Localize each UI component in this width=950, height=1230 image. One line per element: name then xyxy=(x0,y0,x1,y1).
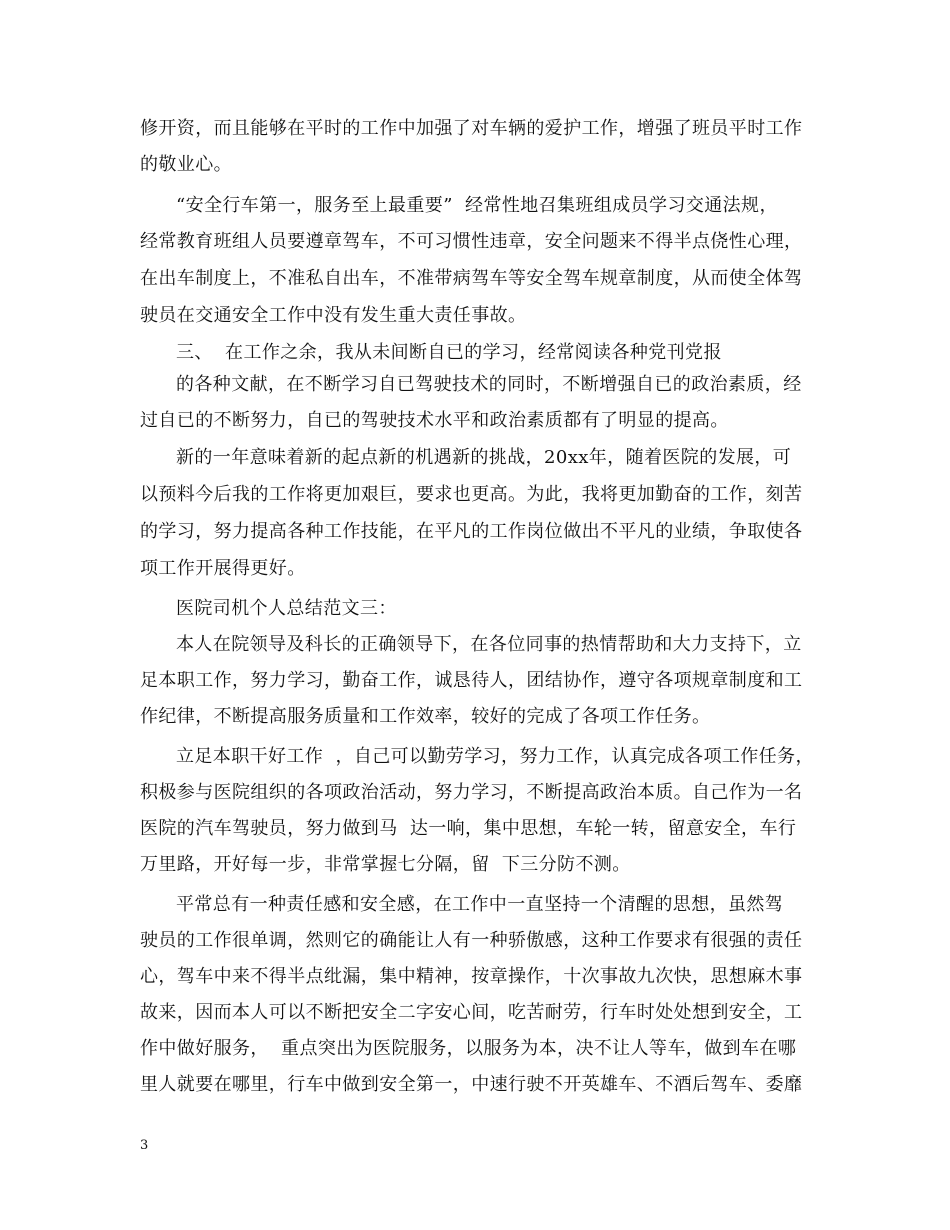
text-line: 三、 在工作之余，我从未间断自已的学习，经常阅读各种党刊党报 xyxy=(176,342,722,363)
text-line: 过自已的不断努力，自已的驾驶技术水平和政治素质都有了明显的提高。 xyxy=(140,410,729,431)
text-line: 在出车制度上，不准私自出车，不准带病驾车等安全驾车规章制度，从而使全体驾 xyxy=(140,268,803,289)
text-line: 本人在院领导及科长的正确领导下，在各位同事的热情帮助和大力支持下，立 xyxy=(176,634,802,655)
text-line: 驶员的工作很单调，然则它的确能让人有一种骄傲感，这种工作要求有很强的责任 xyxy=(140,930,803,951)
text-line: 的学习，努力提高各种工作技能，在平凡的工作岗位做出不平凡的业绩，争取使各 xyxy=(140,521,803,542)
text-line: 里人就要在哪里，行车中做到安全第一，中速行驶不开英雄车、不酒后驾车、委靡 xyxy=(140,1074,803,1095)
text-line: 积极参与医院组织的各项政治活动，努力学习，不断提高政治本质。自己作为一名 xyxy=(140,782,803,803)
text-line: 医院的汽车驾驶员，努力做到马 达一响，集中思想，车轮一转，留意安全，车行 xyxy=(140,818,797,839)
text-line: 项工作开展得更好。 xyxy=(140,558,306,579)
text-line: 经常教育班组人员要遵章驾车，不可习惯性违章，安全问题来不得半点侥性心理， xyxy=(140,231,803,252)
text-line: 万里路，开好每一步，非常掌握七分隔，留 下三分防不测。 xyxy=(140,854,631,875)
text-line: 心，驾车中来不得半点纰漏，集中精神，按章操作，十次事故九次快，思想麻木事 xyxy=(140,966,803,987)
text-line: 平常总有一种责任感和安全感，在工作中一直坚持一个清醒的思想，虽然驾 xyxy=(176,894,784,915)
text-line: 修开资，而且能够在平时的工作中加强了对车辆的爱护工作，增强了班员平时工作 xyxy=(140,118,803,139)
text-line: 作中做好服务， 重点突出为医院服务，以服务为本，决不让人等车，做到车在哪 xyxy=(140,1038,797,1059)
text-line: 立足本职干好工作 ，自己可以勤劳学习，努力工作，认真完成各项工作任务， xyxy=(176,746,814,767)
text-line: 的各种文献，在不断学习自已驾驶技术的同时，不断增强自已的政治素质，经 xyxy=(176,374,802,395)
page-number: 3 xyxy=(140,1138,149,1153)
text-line: “安全行车第一，服务至上最重要” 经常性地召集班组成员学习交通法规， xyxy=(176,195,778,216)
text-line: 新的一年意味着新的起点新的机遇新的挑战，20xx年，随着医院的发展，可 xyxy=(176,447,792,468)
text-line: 的敬业心。 xyxy=(140,154,232,175)
text-line: 故来，因而本人可以不断把安全二字安心间，吃苦耐劳，行车时处处想到安全，工 xyxy=(140,1002,803,1023)
text-line: 以预料今后我的工作将更加艰巨，要求也更高。为此，我将更加勤奋的工作，刻苦 xyxy=(140,484,803,505)
text-line: 驶员在交通安全工作中没有发生重大责任事故。 xyxy=(140,305,527,326)
text-line: 足本职工作，努力学习，勤奋工作，诚恳待人，团结协作，遵守各项规章制度和工 xyxy=(140,670,803,691)
section-heading: 医院司机个人总结范文三： xyxy=(176,598,397,619)
text-line: 作纪律，不断提高服务质量和工作效率，较好的完成了各项工作任务。 xyxy=(140,706,711,727)
